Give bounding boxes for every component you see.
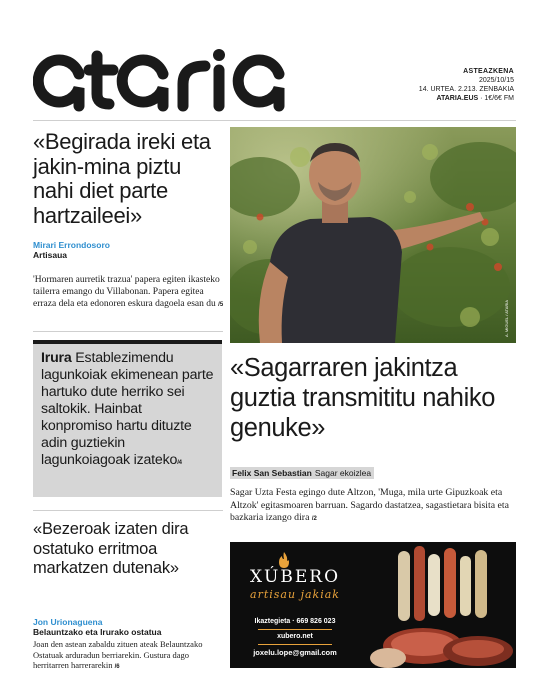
main-byline-role: Sagar ekoizlea xyxy=(314,467,374,479)
short-news-box[interactable] xyxy=(33,340,222,497)
story2-page-ref[interactable]: /6 xyxy=(114,664,120,670)
story2-text-body: Joan den astean zabaldu zituen ateak Belauntzako Ostatuak arduradun berriarekin. Gustura dago herritarren harrerarekin xyxy=(33,639,203,670)
story1-divider xyxy=(33,331,223,332)
ad-web[interactable]: xubero.net xyxy=(277,633,313,640)
masthead-logo xyxy=(33,46,301,112)
ad-product-image xyxy=(368,546,516,668)
story1-text xyxy=(33,274,225,311)
header-divider xyxy=(33,120,516,121)
story2-headline[interactable]: «Bezeroak izaten dira ostatuko erritmoa markatzen dutenak» xyxy=(33,520,189,577)
advertisement[interactable] xyxy=(230,542,516,668)
main-byline xyxy=(230,463,516,481)
main-page-ref[interactable]: /2 xyxy=(311,516,317,522)
issue-date: 2025/10/15 xyxy=(478,77,514,84)
story1-headline[interactable]: «Begirada ireki eta jakin-mina piztu nahi diet parte hartzaileei» xyxy=(33,129,211,228)
story2-byline xyxy=(33,617,223,637)
story2-text xyxy=(33,639,225,673)
main-text xyxy=(230,487,520,526)
photo-credit xyxy=(0,0,1,1)
story2-role: Belauntzako eta Irurako ostatua xyxy=(33,627,162,637)
ad-brand: XÚBERO xyxy=(249,567,341,587)
issue-day: ASTEAZKENA xyxy=(463,68,514,75)
story1-author: Mirari Errondosoro xyxy=(33,240,110,250)
issue-price: · 1€/6€ FM xyxy=(480,95,514,102)
main-photo[interactable] xyxy=(230,127,516,343)
issue-number: 14. URTEA. 2.213. ZENBAKIA xyxy=(418,86,514,93)
ad-divider-1 xyxy=(258,629,332,630)
box-text: Establezimendu lagunkoiak ekimenean parte hartuko dute herriko sei saltokik. Hainbat konpromiso hartu dituzte adin guztiekin lagunkoiagoak izateko xyxy=(41,350,214,468)
story1-byline xyxy=(33,240,223,260)
main-text-body: Sagar Uzta Festa egingo dute Altzon, 'Muga, mila urte Gipuzkoak eta Altzok' egitasmoaren barruan. Sagardo dastatzea, sagastietara bisita eta bazkaria izango dira xyxy=(230,487,509,523)
flame-icon xyxy=(278,552,290,568)
main-byline-name: Felix San Sebastian xyxy=(232,468,312,478)
svg-text:A. MIGUEL / ATARIA: A. MIGUEL / ATARIA xyxy=(504,299,509,337)
site-url[interactable]: ATARIA.EUS xyxy=(436,95,479,102)
masthead-info xyxy=(400,67,514,103)
story1-page-ref[interactable]: /5 xyxy=(218,302,224,308)
story2-author: Jon Urionaguena xyxy=(33,617,103,627)
box-page-ref[interactable]: /4 xyxy=(177,460,182,466)
ad-subtitle: artisau jakiak xyxy=(250,588,340,601)
ad-divider-2 xyxy=(258,644,332,645)
ad-phone[interactable]: Ikaztegieta · 669 826 023 xyxy=(254,618,336,625)
box-kicker: Irura xyxy=(41,350,72,366)
story1-text-body: 'Hormaren aurretik trazua' papera egiten ikasteko tailerra emango du Villabonan. Papera egitea erraza dela eta edonoren eskura dagoela esan du xyxy=(33,275,220,309)
story1-role: Artisaua xyxy=(33,250,68,260)
ad-email[interactable]: joxelu.lope@gmail.com xyxy=(253,648,337,657)
main-headline[interactable]: «Sagarraren jakintza guztia transmititu nahiko genuke» xyxy=(230,354,495,442)
box-divider xyxy=(33,510,223,511)
